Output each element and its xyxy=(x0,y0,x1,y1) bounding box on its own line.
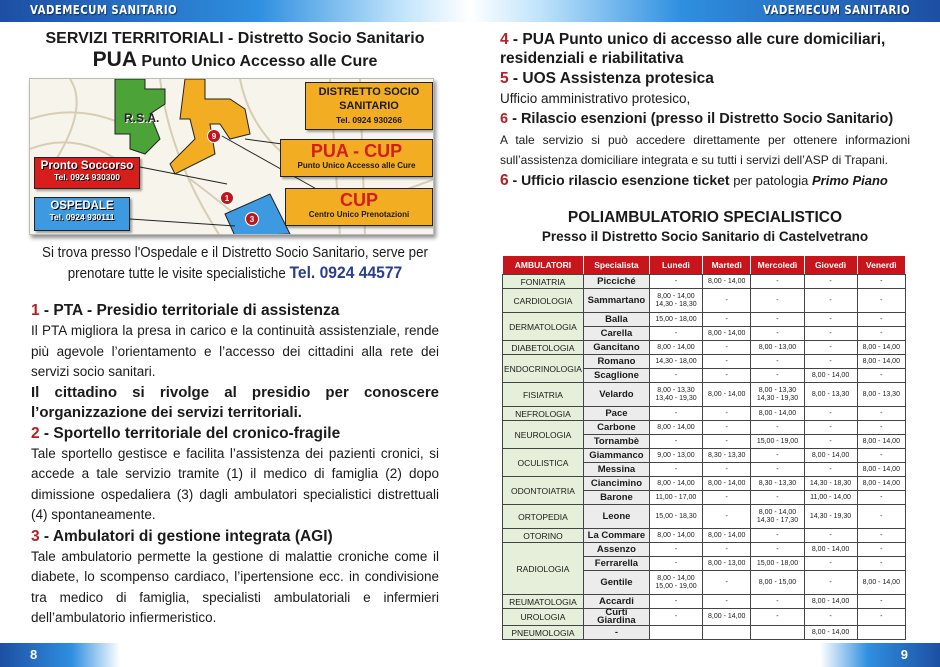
schedule-cell: - xyxy=(857,491,905,505)
schedule-cell: - xyxy=(857,557,905,571)
schedule-cell: - xyxy=(751,463,804,477)
schedule-cell: - xyxy=(751,327,804,341)
schedule-cell: - xyxy=(649,463,702,477)
schedule-cell: - xyxy=(649,435,702,449)
footer-bar-left xyxy=(0,643,120,667)
schedule-cell: - xyxy=(703,435,751,449)
section-5-text: Ufficio amministrativo protesico, xyxy=(500,91,691,106)
schedule-cell: 8,00 - 14,00 xyxy=(857,435,905,449)
page-title: SERVIZI TERRITORIALI - Distretto Socio Sanitario xyxy=(45,30,425,47)
schedule-cell: - xyxy=(649,407,702,421)
specialista-cell: Curti Giardina xyxy=(583,609,649,626)
schedule-cell: - xyxy=(857,543,905,557)
schedule-cell: 14,30 - 18,00 xyxy=(649,355,702,369)
schedule-cell: 8,00 - 14,00 xyxy=(804,369,857,383)
schedule-cell: - xyxy=(804,463,857,477)
table-row xyxy=(503,529,906,543)
schedule-cell: 15,00 - 18,30 xyxy=(649,505,702,529)
specialista-cell: Barone xyxy=(583,491,649,505)
section-5-title: 5 - UOS Assistenza protesica xyxy=(500,70,714,87)
specialista-cell: Scaglione xyxy=(583,369,649,383)
schedule-cell: - xyxy=(857,313,905,327)
page-number: 9 xyxy=(900,647,908,662)
table-row xyxy=(503,275,906,289)
schedule-cell xyxy=(649,626,702,640)
schedule-cell: 8,00 - 14,00 xyxy=(649,421,702,435)
schedule-cell xyxy=(703,626,751,640)
schedule-cell: 15,00 - 18,00 xyxy=(751,557,804,571)
schedule-cell: - xyxy=(703,369,751,383)
page-subtitle: PUA Punto Unico Accesso alle Cure xyxy=(92,48,378,71)
section-6b: 6 - Ufficio rilascio esenzione ticket per patologia Primo Piano xyxy=(500,172,888,189)
schedule-cell: - xyxy=(649,275,702,289)
section-3-text: Tale ambulatorio permette la gestione di malattie croniche come il diabete, lo scompenso cardiaco, l’ipertensione ecc. in condivisione tra medico di famiglia, specialisti ambulatoriali e infermieri dell’ambulatorio infiermeristico. xyxy=(31,548,439,625)
section-3-title: 3 - Ambulatori di gestione integrata (AGI) xyxy=(31,527,333,545)
schedule-cell: 8,00 - 14,00 xyxy=(804,595,857,609)
specialista-cell: Assenzo xyxy=(583,543,649,557)
schedule-cell: 8,00 - 14,00 xyxy=(649,341,702,355)
ambulatorio-cell: ODONTOIATRIA xyxy=(503,477,584,505)
schedule-cell: 15,00 - 19,00 xyxy=(751,435,804,449)
table-row xyxy=(503,477,906,491)
schedule-cell: - xyxy=(703,407,751,421)
callout-ospedale: OSPEDALE Tel. 0924 930111 xyxy=(34,197,130,231)
specialista-cell: Giammanco xyxy=(583,449,649,463)
specialista-cell: Romano xyxy=(583,355,649,369)
specialista-cell: Tornambè xyxy=(583,435,649,449)
schedule-cell: - xyxy=(751,543,804,557)
schedule-cell: 14,30 - 18,30 xyxy=(804,477,857,491)
sections-left xyxy=(31,300,439,629)
section-1-text: Il PTA migliora la presa in carico e la continuità assistenziale, rende più agevole l’orientamento e l’accesso dei cittadini alla rete dei servizi socio sanitari. xyxy=(31,323,439,379)
schedule-cell: 8,00 - 14,00 15,00 - 19,00 xyxy=(649,571,702,595)
table-row xyxy=(503,407,906,421)
specialista-cell: Leone xyxy=(583,505,649,529)
schedule-cell: 8,00 - 14,00 xyxy=(703,327,751,341)
schedule-cell: - xyxy=(703,313,751,327)
schedule-cell: - xyxy=(703,355,751,369)
ambulatorio-cell: NEFROLOGIA xyxy=(503,407,584,421)
schedule-cell: - xyxy=(857,449,905,463)
schedule-cell: 9,00 - 13,00 xyxy=(649,449,702,463)
schedule-cell: - xyxy=(649,557,702,571)
schedule-cell: - xyxy=(857,407,905,421)
specialista-cell: Velardo xyxy=(583,383,649,407)
specialista-cell: - xyxy=(583,626,649,640)
specialista-cell: Gentile xyxy=(583,571,649,595)
schedule-cell: - xyxy=(804,327,857,341)
schedule-cell: - xyxy=(804,435,857,449)
specialista-cell: Sammartano xyxy=(583,289,649,313)
header-label: VADEMECUM SANITARIO xyxy=(762,3,910,17)
schedule-cell: - xyxy=(804,557,857,571)
schedule-cell: - xyxy=(857,529,905,543)
table-row xyxy=(503,383,906,407)
schedule-cell xyxy=(751,626,804,640)
table-row xyxy=(503,626,906,640)
footer-bar-right xyxy=(820,643,940,667)
poliambulatorio-title: POLIAMBULATORIO SPECIALISTICO xyxy=(567,209,843,226)
section-6-title: 6 - Rilascio esenzioni (presso il Distretto Socio Sanitario) xyxy=(500,111,894,127)
specialista-cell: La Commare xyxy=(583,529,649,543)
schedule-cell: - xyxy=(751,529,804,543)
schedule-cell: - xyxy=(751,609,804,626)
schedule-cell: 8,00 - 14,00 14,30 - 17,30 xyxy=(751,505,804,529)
schedule-cell: - xyxy=(751,275,804,289)
schedule-cell: - xyxy=(751,449,804,463)
schedule-cell: - xyxy=(857,327,905,341)
schedule-cell: - xyxy=(649,327,702,341)
schedule-cell: - xyxy=(804,529,857,543)
schedule-cell: - xyxy=(857,275,905,289)
table-row xyxy=(503,421,906,435)
table-row xyxy=(503,543,906,557)
schedule-cell: - xyxy=(703,505,751,529)
map-pin-9: 9 xyxy=(207,129,221,143)
schedule-cell: - xyxy=(703,491,751,505)
schedule-cell: - xyxy=(751,595,804,609)
schedule-cell: 8,00 - 14,00 xyxy=(703,477,751,491)
schedule-cell: - xyxy=(751,491,804,505)
callout-pua-cup: PUA - CUP Punto Unico Accesso alle Cure xyxy=(280,139,433,177)
schedule-cell: 15,00 - 18,00 xyxy=(649,313,702,327)
schedule-cell: 8,00 - 14,00 xyxy=(703,609,751,626)
section-1-highlight: Il cittadino si rivolge al presidio per conoscere l’organizzazione dei servizi territoriali. xyxy=(31,383,439,421)
schedule-cell: 8,00 - 14,00 xyxy=(857,463,905,477)
schedule-cell: - xyxy=(649,609,702,626)
callout-distretto: DISTRETTO SOCIO SANITARIO Tel. 0924 930266 xyxy=(305,82,433,130)
table-row xyxy=(503,341,906,355)
schedule-cell: 8,00 - 13,30 xyxy=(804,383,857,407)
schedule-cell: - xyxy=(751,313,804,327)
schedule-cell: - xyxy=(703,463,751,477)
schedule-cell: 8,00 - 14,00 xyxy=(857,571,905,595)
specialista-cell: Messina xyxy=(583,463,649,477)
schedule-table xyxy=(502,255,906,640)
section-2-text: Tale sportello gestisce e facilita l’assistenza dei pazienti cronici, si accede a tale servizio tramite (1) il medico di famiglia (2) dopo dimissione ospedaliera (3) dagli ambulatori specialistici distrettuali (4) spontaneamente. xyxy=(31,445,439,522)
map-pin-3: 3 xyxy=(245,212,259,226)
schedule-cell: 8,00 - 13,30 xyxy=(857,383,905,407)
specialista-cell: Carbone xyxy=(583,421,649,435)
schedule-cell: - xyxy=(751,421,804,435)
ambulatorio-cell: DERMATOLOGIA xyxy=(503,313,584,341)
schedule-cell: 8,00 - 14,00 xyxy=(804,543,857,557)
schedule-cell: 8,00 - 14,00 xyxy=(857,477,905,491)
schedule-cell: - xyxy=(857,609,905,626)
table-row xyxy=(503,449,906,463)
schedule-cell: - xyxy=(857,421,905,435)
header-bar-right xyxy=(470,0,940,22)
schedule-cell: - xyxy=(857,505,905,529)
specialista-cell: Carella xyxy=(583,327,649,341)
schedule-cell: 8,00 - 14,00 xyxy=(804,449,857,463)
sections-right xyxy=(500,30,910,191)
table-header-row: AMBULATORI Specialista Lunedì Martedì Mercoledì Giovedì Venerdì xyxy=(503,256,906,275)
section-4-title: 4 - PUA Punto unico di accesso alle cure domiciliari, residenziali e riabilitativa xyxy=(500,31,886,67)
schedule-cell: 8,30 - 13,30 xyxy=(751,477,804,491)
location-map xyxy=(29,78,434,235)
table-row xyxy=(503,289,906,313)
ambulatorio-cell: OCULISTICA xyxy=(503,449,584,477)
schedule-cell: - xyxy=(703,543,751,557)
ambulatorio-cell: PNEUMOLOGIA xyxy=(503,626,584,640)
schedule-cell: - xyxy=(703,289,751,313)
schedule-cell: - xyxy=(804,275,857,289)
ambulatorio-cell: REUMATOLOGIA xyxy=(503,595,584,609)
cup-phone: Tel. 0924 44577 xyxy=(289,263,403,282)
ambulatorio-cell: CARDIOLOGIA xyxy=(503,289,584,313)
schedule-cell: 11,00 - 14,00 xyxy=(804,491,857,505)
schedule-cell: 14,30 - 19,30 xyxy=(804,505,857,529)
ambulatorio-cell: UROLOGIA xyxy=(503,609,584,626)
schedule-cell: 8,00 - 14,00 xyxy=(857,341,905,355)
page-number: 8 xyxy=(30,647,38,662)
schedule-cell xyxy=(857,626,905,640)
rsa-label: R.S.A. xyxy=(124,111,160,125)
table-row xyxy=(503,609,906,626)
ambulatorio-cell: NEUROLOGIA xyxy=(503,421,584,449)
specialista-cell: Balla xyxy=(583,313,649,327)
schedule-cell: - xyxy=(804,355,857,369)
section-6-text: A tale servizio si può accedere direttamente per ottenere informazioni sull’assistenza domiciliare integrata e su tutti i servizi dell’ASP di Trapani. xyxy=(500,133,910,167)
schedule-cell: 11,00 - 17,00 xyxy=(649,491,702,505)
header-label: VADEMECUM SANITARIO xyxy=(30,3,178,17)
schedule-cell: 8,00 - 13,00 xyxy=(703,557,751,571)
ambulatorio-cell: RADIOLOGIA xyxy=(503,543,584,595)
schedule-cell: 8,30 - 13,30 xyxy=(703,449,751,463)
table-row xyxy=(503,313,906,327)
schedule-cell: 8,00 - 14,00 14,30 - 18,30 xyxy=(649,289,702,313)
schedule-cell: 8,00 - 13,30 14,30 - 19,30 xyxy=(751,383,804,407)
schedule-cell: - xyxy=(751,355,804,369)
schedule-cell: 8,00 - 13,00 xyxy=(751,341,804,355)
schedule-cell: - xyxy=(804,341,857,355)
ambulatorio-cell: FISIATRIA xyxy=(503,383,584,407)
poliambulatorio-subtitle: Presso il Distretto Socio Sanitario di Castelvetrano xyxy=(541,229,869,244)
schedule-cell: - xyxy=(649,543,702,557)
specialista-cell: Ferrarella xyxy=(583,557,649,571)
ambulatorio-cell: OTORINO xyxy=(503,529,584,543)
intro-text: Si trova presso l'Ospedale e il Distretto Socio Sanitario, serve per prenotare tutte le visite specialistiche Tel. 0924 44577 xyxy=(42,245,428,282)
schedule-cell: 8,00 - 14,00 xyxy=(649,477,702,491)
specialista-cell: Gancitano xyxy=(583,341,649,355)
schedule-cell: 8,00 - 14,00 xyxy=(703,529,751,543)
schedule-cell: - xyxy=(751,289,804,313)
schedule-cell: 8,00 - 15,00 xyxy=(751,571,804,595)
schedule-cell: - xyxy=(857,595,905,609)
ambulatorio-cell: DIABETOLOGIA xyxy=(503,341,584,355)
ambulatorio-cell: ORTOPEDIA xyxy=(503,505,584,529)
schedule-cell: 8,00 - 14,00 xyxy=(703,275,751,289)
schedule-cell: - xyxy=(703,341,751,355)
header-bar-left xyxy=(0,0,470,22)
schedule-cell: - xyxy=(703,421,751,435)
schedule-cell: - xyxy=(703,595,751,609)
callout-pronto-soccorso: Pronto Soccorso Tel. 0924 930300 xyxy=(34,157,140,189)
specialista-cell: Ciancimino xyxy=(583,477,649,491)
table-row xyxy=(503,595,906,609)
schedule-cell: - xyxy=(649,595,702,609)
section-1-title: 1 - PTA - Presidio territoriale di assistenza xyxy=(31,302,340,319)
table-row xyxy=(503,505,906,529)
schedule-cell: - xyxy=(804,313,857,327)
schedule-cell: - xyxy=(804,289,857,313)
schedule-cell: 8,00 - 13,30 13,40 - 19,30 xyxy=(649,383,702,407)
schedule-cell: - xyxy=(857,289,905,313)
schedule-cell: - xyxy=(857,369,905,383)
table-row xyxy=(503,355,906,369)
ambulatorio-cell: ENDOCRINOLOGIA xyxy=(503,355,584,383)
schedule-cell: 8,00 - 14,00 xyxy=(804,626,857,640)
map-pin-1: 1 xyxy=(220,191,234,205)
schedule-cell: - xyxy=(804,407,857,421)
schedule-cell: 8,00 - 14,00 xyxy=(857,355,905,369)
ambulatorio-cell: FONIATRIA xyxy=(503,275,584,289)
schedule-cell: - xyxy=(751,369,804,383)
schedule-cell: 8,00 - 14,00 xyxy=(751,407,804,421)
schedule-cell: - xyxy=(804,609,857,626)
schedule-cell: 8,00 - 14,00 xyxy=(703,383,751,407)
schedule-cell: - xyxy=(649,369,702,383)
specialista-cell: Accardi xyxy=(583,595,649,609)
specialista-cell: Picciché xyxy=(583,275,649,289)
callout-cup: CUP Centro Unico Prenotazioni xyxy=(285,188,433,226)
schedule-cell: - xyxy=(804,421,857,435)
schedule-cell: 8,00 - 14,00 xyxy=(649,529,702,543)
specialista-cell: Pace xyxy=(583,407,649,421)
schedule-cell: - xyxy=(703,571,751,595)
section-2-title: 2 - Sportello territoriale del cronico-fragile xyxy=(31,424,341,442)
schedule-cell: - xyxy=(804,571,857,595)
